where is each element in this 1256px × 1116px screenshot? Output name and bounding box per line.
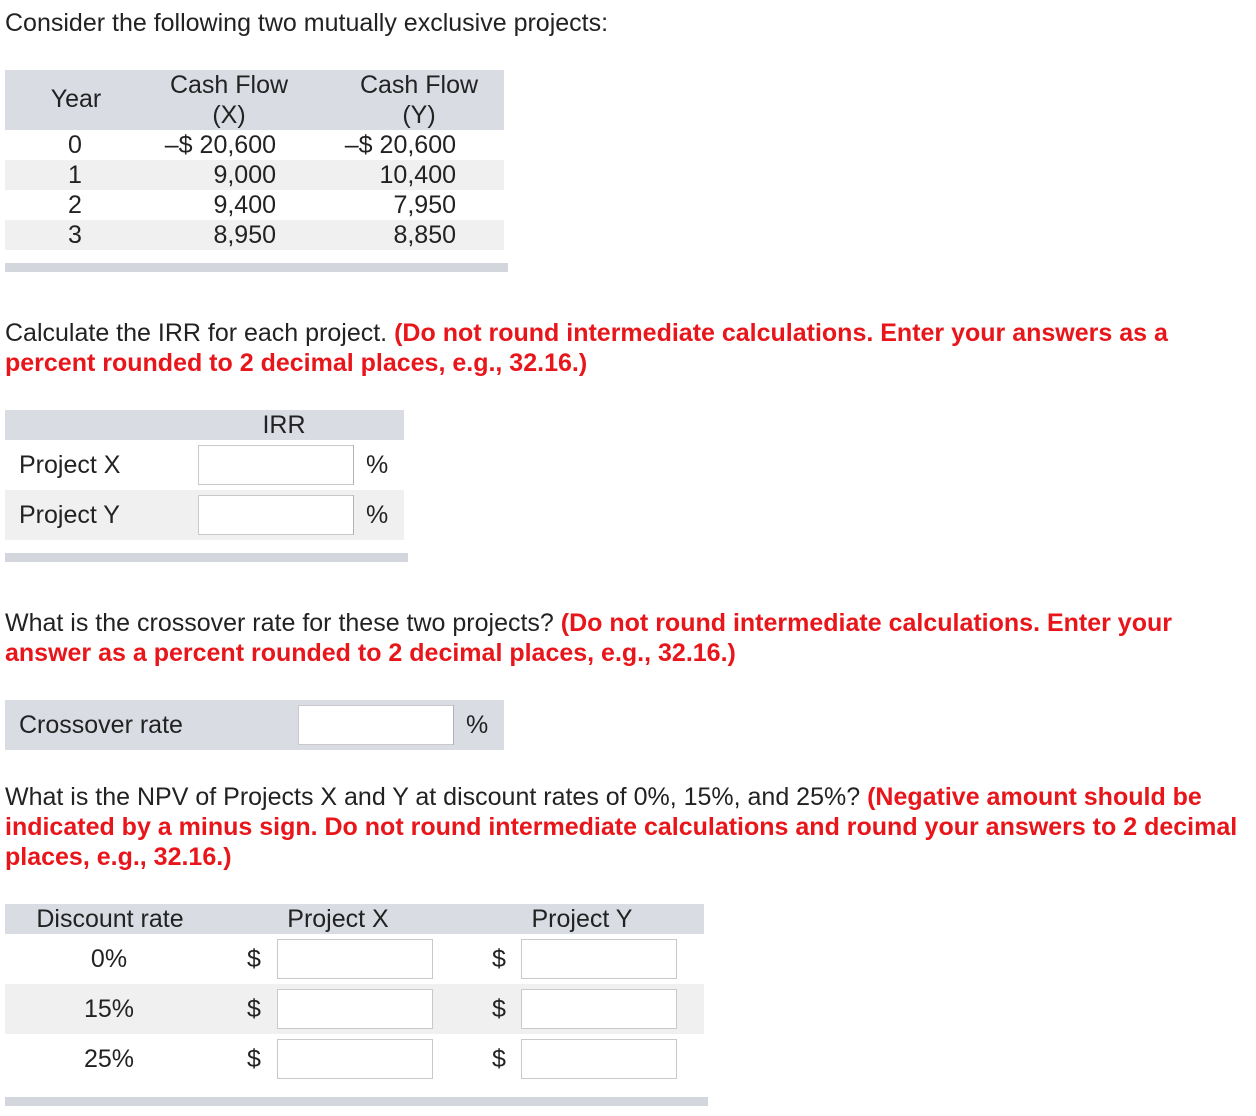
cashflow-y-cell: 8,850: [393, 221, 456, 249]
npv-x-25-input[interactable]: [277, 1039, 433, 1079]
percent-unit: %: [366, 451, 389, 479]
npv-x-15-input[interactable]: [277, 989, 433, 1029]
cashflow-y-header-line2: (Y): [402, 101, 436, 129]
dollar-sign: $: [247, 995, 261, 1023]
irr-project-y-input[interactable]: [198, 495, 354, 535]
table-bottom-rule: [5, 1097, 708, 1106]
input-divider: [353, 445, 354, 485]
cashflow-x-header: [150, 70, 308, 130]
dollar-sign: $: [247, 1045, 261, 1073]
cashflow-x-cell: 8,950: [213, 221, 276, 249]
npv-y-25-input[interactable]: [521, 1039, 677, 1079]
cashflow-y-header-line1: Cash Flow: [359, 71, 479, 99]
cashflow-x-header-line2: (X): [212, 101, 246, 129]
year-cell: 1: [68, 161, 82, 189]
cashflow-x-header-line1: Cash Flow: [169, 71, 289, 99]
irr-header: IRR: [262, 411, 306, 439]
dollar-sign: $: [247, 945, 261, 973]
npv-y-15-input[interactable]: [521, 989, 677, 1029]
intro-text: Consider the following two mutually exclusive projects:: [5, 9, 609, 37]
cashflow-y-cell: –$ 20,600: [344, 131, 456, 159]
project-x-header: Project X: [287, 905, 389, 933]
year-cell: 3: [68, 221, 82, 249]
dollar-sign: $: [492, 1045, 506, 1073]
discount-rate-cell: 25%: [83, 1045, 135, 1073]
q3-instruction: (Negative amount should be indicated by a minus sign. Do not round intermediate calculations and round your answers to 2 decimal places, e.g., 32.16.): [5, 783, 1238, 871]
q1-question: [5, 318, 1250, 378]
project-y-header: Project Y: [531, 905, 633, 933]
irr-project-x-input[interactable]: [198, 445, 354, 485]
cashflow-y-header: [339, 70, 499, 130]
cashflow-x-cell: 9,000: [213, 161, 276, 189]
cashflow-y-cell: 10,400: [379, 161, 456, 189]
q3-question: [5, 782, 1250, 872]
npv-x-0-input[interactable]: [277, 939, 433, 979]
crossover-label: Crossover rate: [19, 711, 183, 739]
irr-row-label: Project X: [19, 451, 121, 479]
year-cell: 0: [68, 131, 82, 159]
percent-unit: %: [466, 711, 489, 739]
percent-unit: %: [366, 501, 389, 529]
input-divider: [353, 495, 354, 535]
npv-y-0-input[interactable]: [521, 939, 677, 979]
q3-text: What is the NPV of Projects X and Y at discount rates of 0%, 15%, and 25%?: [5, 783, 861, 811]
cashflow-y-cell: 7,950: [393, 191, 456, 219]
dollar-sign: $: [492, 945, 506, 973]
q1-text: Calculate the IRR for each project.: [5, 319, 388, 347]
input-divider: [453, 705, 454, 745]
discount-rate-cell: 0%: [90, 945, 128, 973]
table-bottom-rule: [5, 553, 408, 562]
year-header: Year: [50, 85, 102, 113]
irr-row-label: Project Y: [19, 501, 120, 529]
q2-text: What is the crossover rate for these two projects?: [5, 609, 554, 637]
discount-rate-cell: 15%: [83, 995, 135, 1023]
year-cell: 2: [68, 191, 82, 219]
dollar-sign: $: [492, 995, 506, 1023]
cashflow-x-cell: 9,400: [213, 191, 276, 219]
crossover-rate-input[interactable]: [298, 705, 454, 745]
q2-instruction: (Do not round intermediate calculations. Enter your answer as a percent rounded to 2 decimal places, e.g., 32.16.): [5, 609, 1172, 667]
q1-instruction: (Do not round intermediate calculations. Enter your answers as a percent rounded to 2 decimal places, e.g., 32.16.): [5, 319, 1168, 377]
discount-rate-header: Discount rate: [36, 905, 184, 933]
table-bottom-rule: [5, 263, 508, 272]
q2-question: [5, 608, 1250, 668]
cashflow-x-cell: –$ 20,600: [164, 131, 276, 159]
